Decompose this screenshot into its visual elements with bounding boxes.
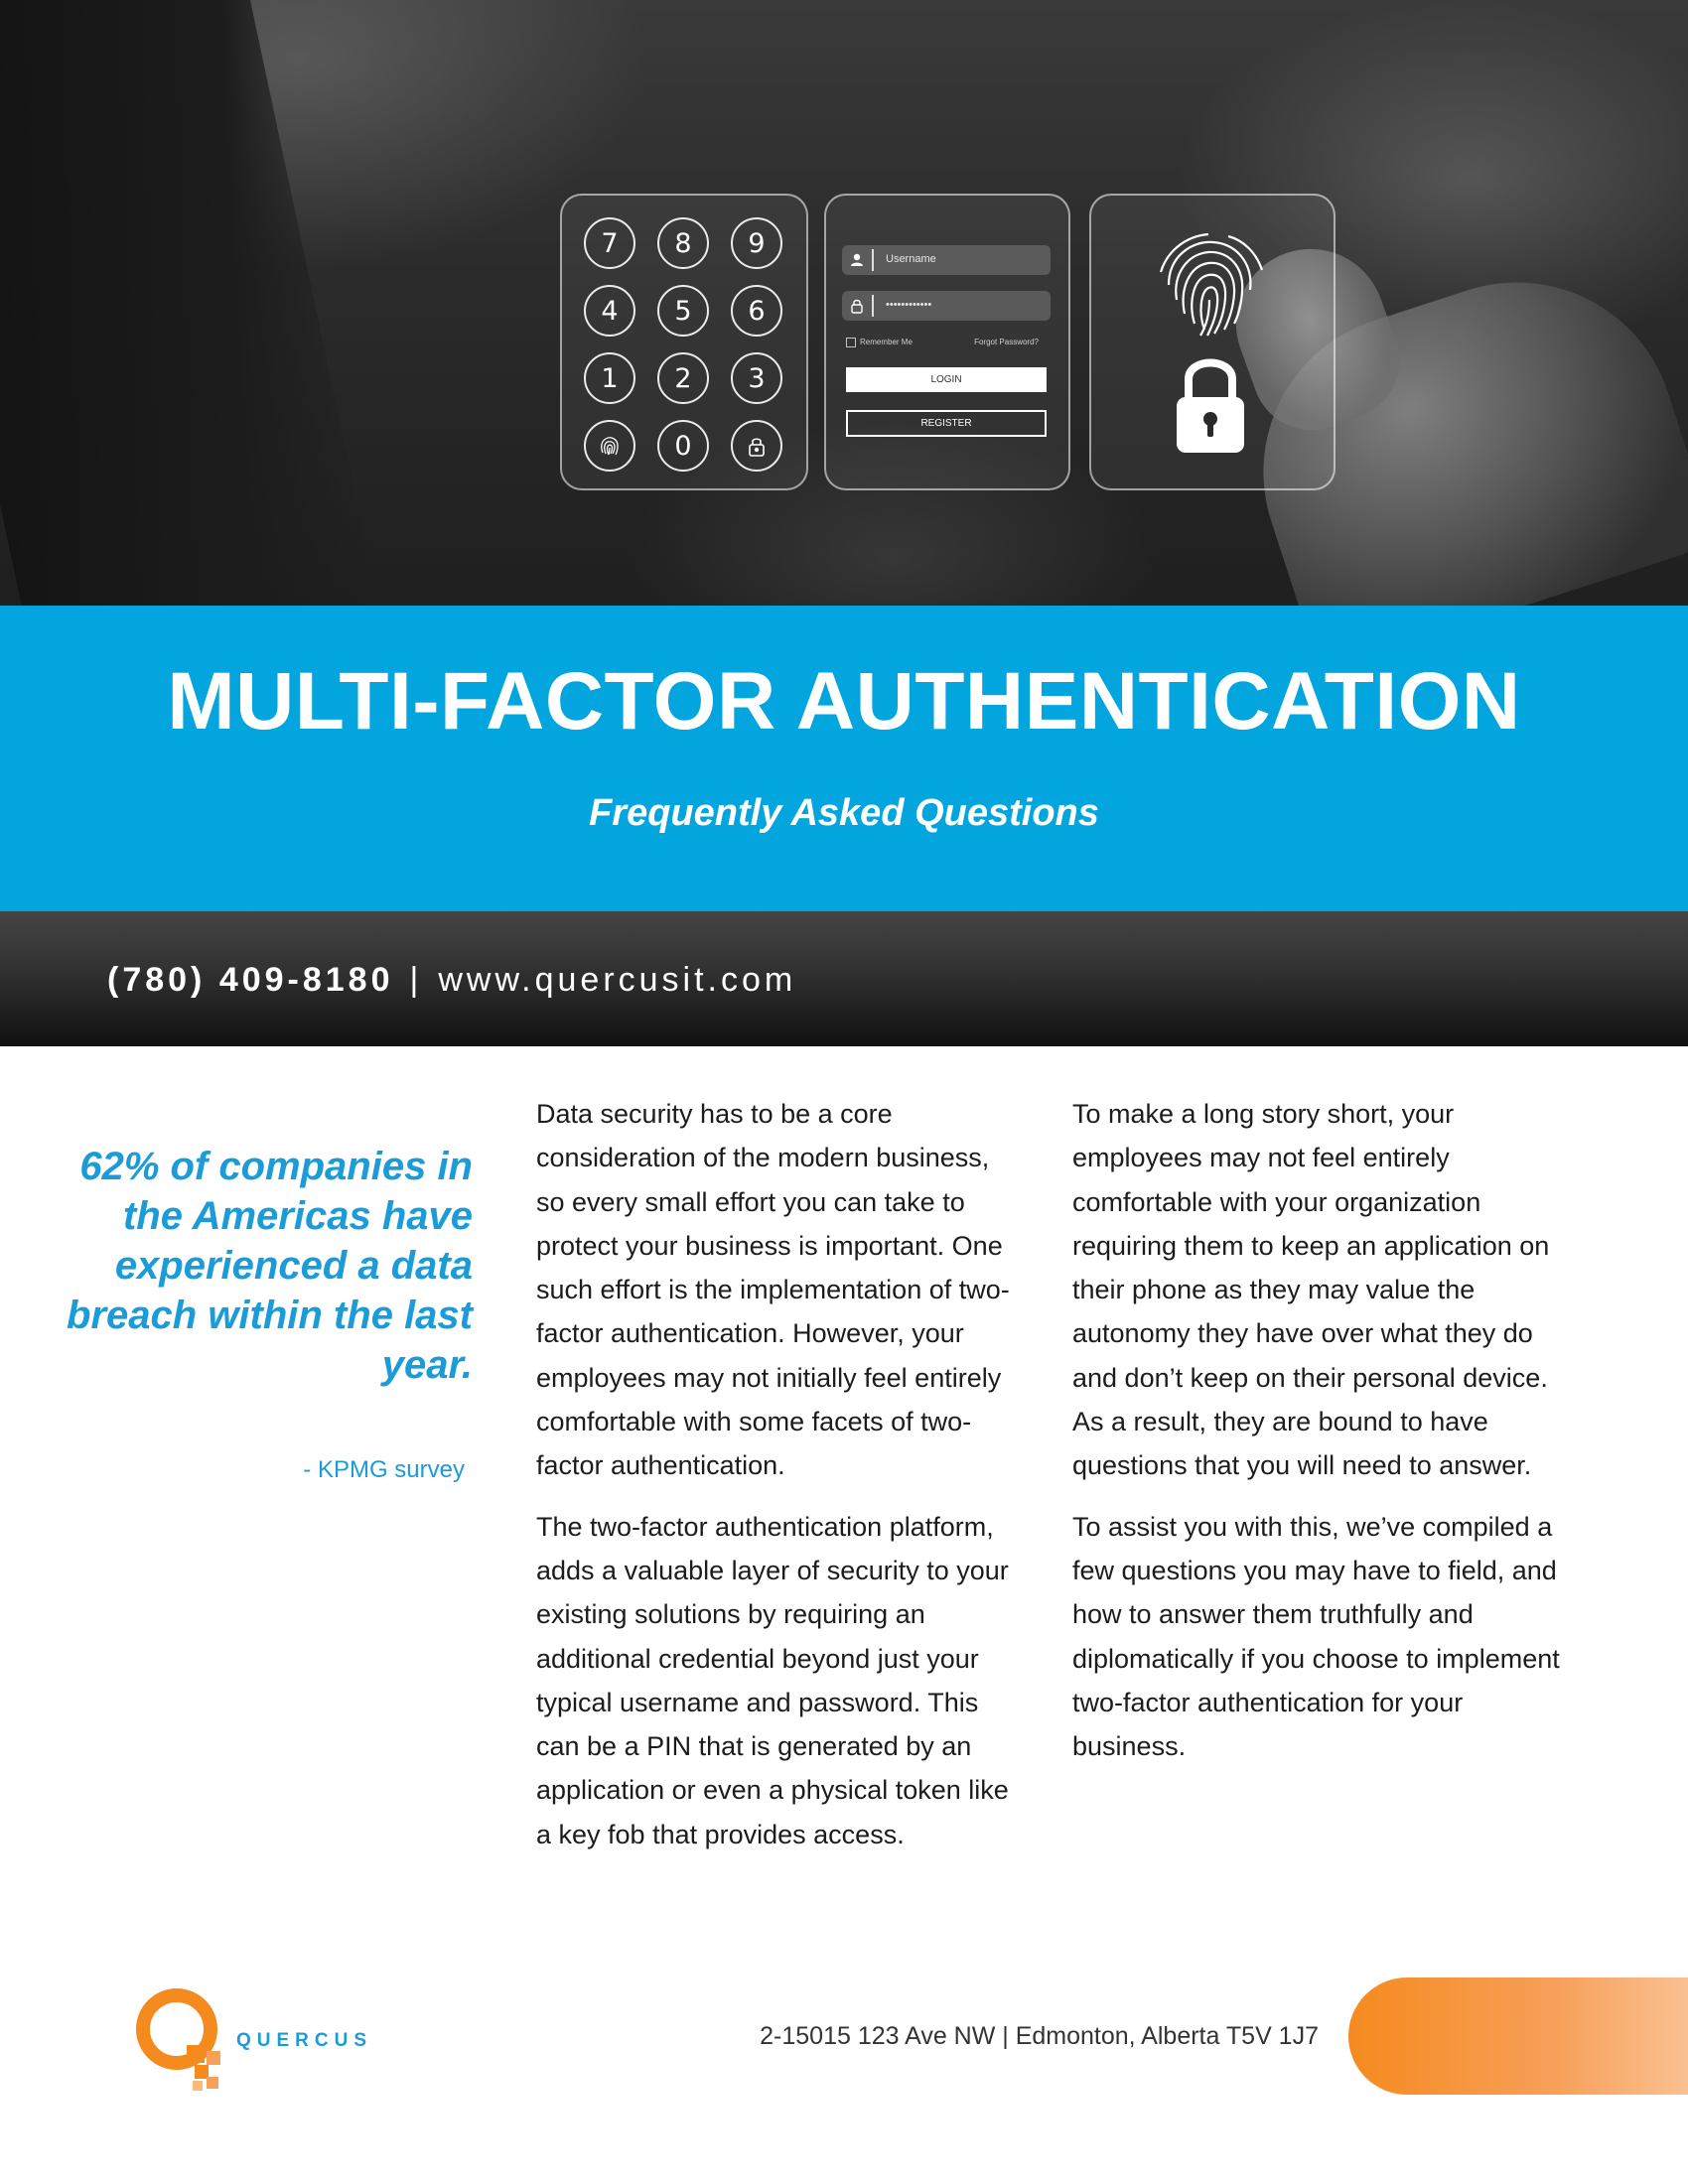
quercus-logo-icon: [133, 1985, 228, 2097]
contact-line: [107, 961, 796, 1000]
remember-label: Remember Me: [860, 338, 913, 346]
remember-checkbox: [846, 338, 856, 347]
key-0: 0: [657, 420, 709, 472]
body-column-1: [536, 1092, 1025, 1873]
fingerprint-icon: [597, 433, 623, 459]
keypad-grid: [584, 217, 782, 472]
lock-icon: [744, 433, 770, 459]
field-divider: [872, 295, 874, 317]
username-field: [842, 245, 1051, 275]
quote-source: - KPMG survey: [303, 1456, 465, 1483]
paragraph: The two-factor authentication platform, adds a valuable layer of security to your existing solutions by requiring an additional credential beyond just your typical username and password. This can be a PIN that is generated by an application or even a physical token like a key fob that provides access.: [536, 1511, 1009, 1849]
website-link[interactable]: www.quercusit.com: [438, 961, 797, 999]
laptop-silhouette: [0, 0, 385, 606]
padlock-icon: [1171, 349, 1250, 459]
paragraph: To assist you with this, we’ve compiled a few questions you may have to field, and how to answer them truthfully and diplomatically if you choose to implement two-factor authentication for your business.: [1072, 1511, 1560, 1762]
contact-separator: |: [409, 961, 423, 999]
footer-address: 2-15015 123 Ave NW | Edmonton, Alberta T5V 1J7: [760, 2022, 1319, 2050]
forgot-password-link: Forgot Password?: [974, 338, 1039, 346]
login-button: LOGIN: [846, 367, 1047, 392]
hero-image: [0, 0, 1688, 606]
key-6: 6: [731, 285, 782, 337]
paragraph: Data security has to be a core consideration of the modern business, so every small effort you can take to protect your business is important. One such effort is the implementation of two-factor authentication. However, your employees may not initially feel entirely comfortable with some facets of two-factor authentication.: [536, 1099, 1010, 1481]
key-1: 1: [584, 352, 635, 404]
password-mask: ••••••••••••: [886, 299, 932, 311]
username-placeholder: Username: [886, 253, 936, 265]
logo-wordmark: QUERCUS: [236, 2030, 373, 2051]
key-fingerprint: [584, 420, 635, 472]
key-4: 4: [584, 285, 635, 337]
password-field: [842, 291, 1051, 321]
page-subtitle: Frequently Asked Questions: [589, 792, 1099, 834]
pull-quote: 62% of companies in the Americas have experienced a data breach within the last year.: [67, 1145, 473, 1387]
register-button: REGISTER: [846, 410, 1047, 437]
title-banner: [0, 606, 1688, 911]
phone-number: (780) 409-8180: [107, 961, 394, 999]
key-2: 2: [657, 352, 709, 404]
footer-accent-bar: [1348, 1978, 1688, 2095]
field-divider: [872, 249, 874, 271]
body-column-2: [1072, 1092, 1569, 1785]
key-5: 5: [657, 285, 709, 337]
keypad-panel: [560, 194, 808, 490]
user-icon: [848, 251, 866, 269]
page-title: MULTI-FACTOR AUTHENTICATION: [167, 656, 1521, 747]
key-7: 7: [584, 217, 635, 269]
biometric-panel: [1089, 194, 1336, 490]
contact-strip: [0, 911, 1688, 1046]
lock-icon: [848, 297, 866, 315]
fingerprint-icon: [1149, 230, 1268, 340]
key-3: 3: [731, 352, 782, 404]
key-lock: [731, 420, 782, 472]
key-9: 9: [731, 217, 782, 269]
key-8: 8: [657, 217, 709, 269]
login-panel: [824, 194, 1070, 490]
paragraph: To make a long story short, your employees may not feel entirely comfortable with your organization requiring them to keep an application on their phone as they may value the autonomy they have over what they do and don’t keep on their personal device. As a result, they are bound to have questions that you will need to answer.: [1072, 1099, 1550, 1481]
